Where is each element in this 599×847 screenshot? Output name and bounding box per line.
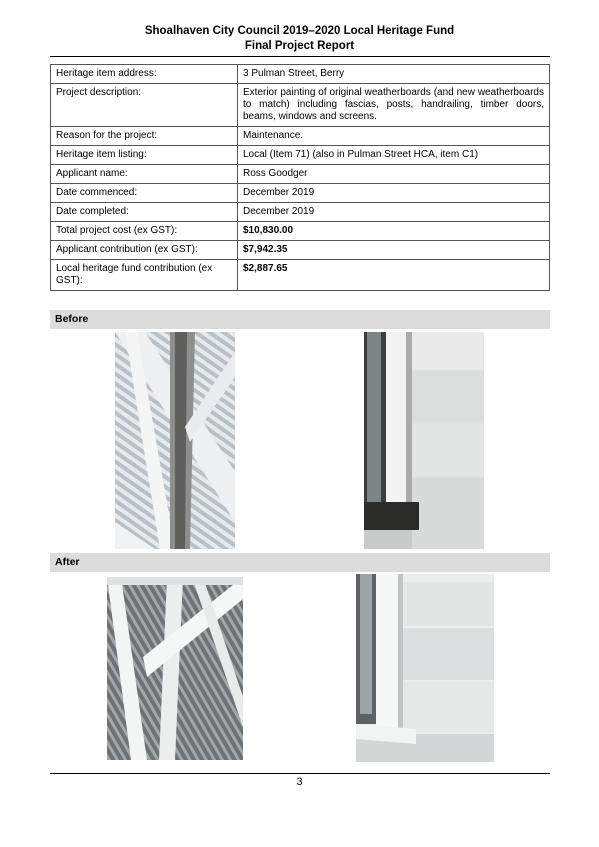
table-row [51, 127, 550, 146]
page-number: 3 [296, 776, 303, 788]
page-title [0, 24, 599, 54]
row-value: $7,942.35 [238, 241, 550, 260]
row-label: Applicant name: [51, 165, 238, 184]
section-heading-after: After [50, 553, 550, 572]
row-label: Date commenced: [51, 184, 238, 203]
table-row [51, 203, 550, 222]
table-row [51, 146, 550, 165]
after-photo-window [356, 574, 494, 762]
row-value: $10,830.00 [238, 222, 550, 241]
header-rule [50, 56, 550, 57]
row-value: Local (Item 71) (also in Pulman Street HCA, item C1) [238, 146, 550, 165]
table-row [51, 260, 550, 291]
row-value: $2,887.65 [238, 260, 550, 291]
row-value: December 2019 [238, 184, 550, 203]
row-label: Local heritage fund contribution (ex GST): [51, 260, 238, 291]
table-row [51, 222, 550, 241]
table-row [51, 184, 550, 203]
table-row [51, 165, 550, 184]
row-value: Exterior painting of original weatherboards (and new weatherboards to match) including fascias, posts, handrailing, timber doors, beams, windows and screens. [238, 84, 550, 127]
row-label: Heritage item listing: [51, 146, 238, 165]
title-line-1: Shoalhaven City Council 2019–2020 Local Heritage Fund [144, 25, 455, 37]
row-label: Heritage item address: [51, 65, 238, 84]
table-row [51, 84, 550, 127]
title-line-2: Final Project Report [244, 40, 355, 52]
row-value: Maintenance. [238, 127, 550, 146]
before-photo-window [364, 332, 484, 549]
section-heading-before: Before [50, 310, 550, 329]
footer-rule [50, 773, 550, 774]
before-photo-beam [115, 332, 235, 549]
after-photo-beam [107, 577, 243, 760]
table-row [51, 65, 550, 84]
row-value: Ross Goodger [238, 165, 550, 184]
row-value: 3 Pulman Street, Berry [238, 65, 550, 84]
row-label: Date completed: [51, 203, 238, 222]
row-label: Reason for the project: [51, 127, 238, 146]
row-label: Total project cost (ex GST): [51, 222, 238, 241]
row-label: Project description: [51, 84, 238, 127]
row-label: Applicant contribution (ex GST): [51, 241, 238, 260]
project-info-table [50, 64, 550, 291]
table-row [51, 241, 550, 260]
row-value: December 2019 [238, 203, 550, 222]
